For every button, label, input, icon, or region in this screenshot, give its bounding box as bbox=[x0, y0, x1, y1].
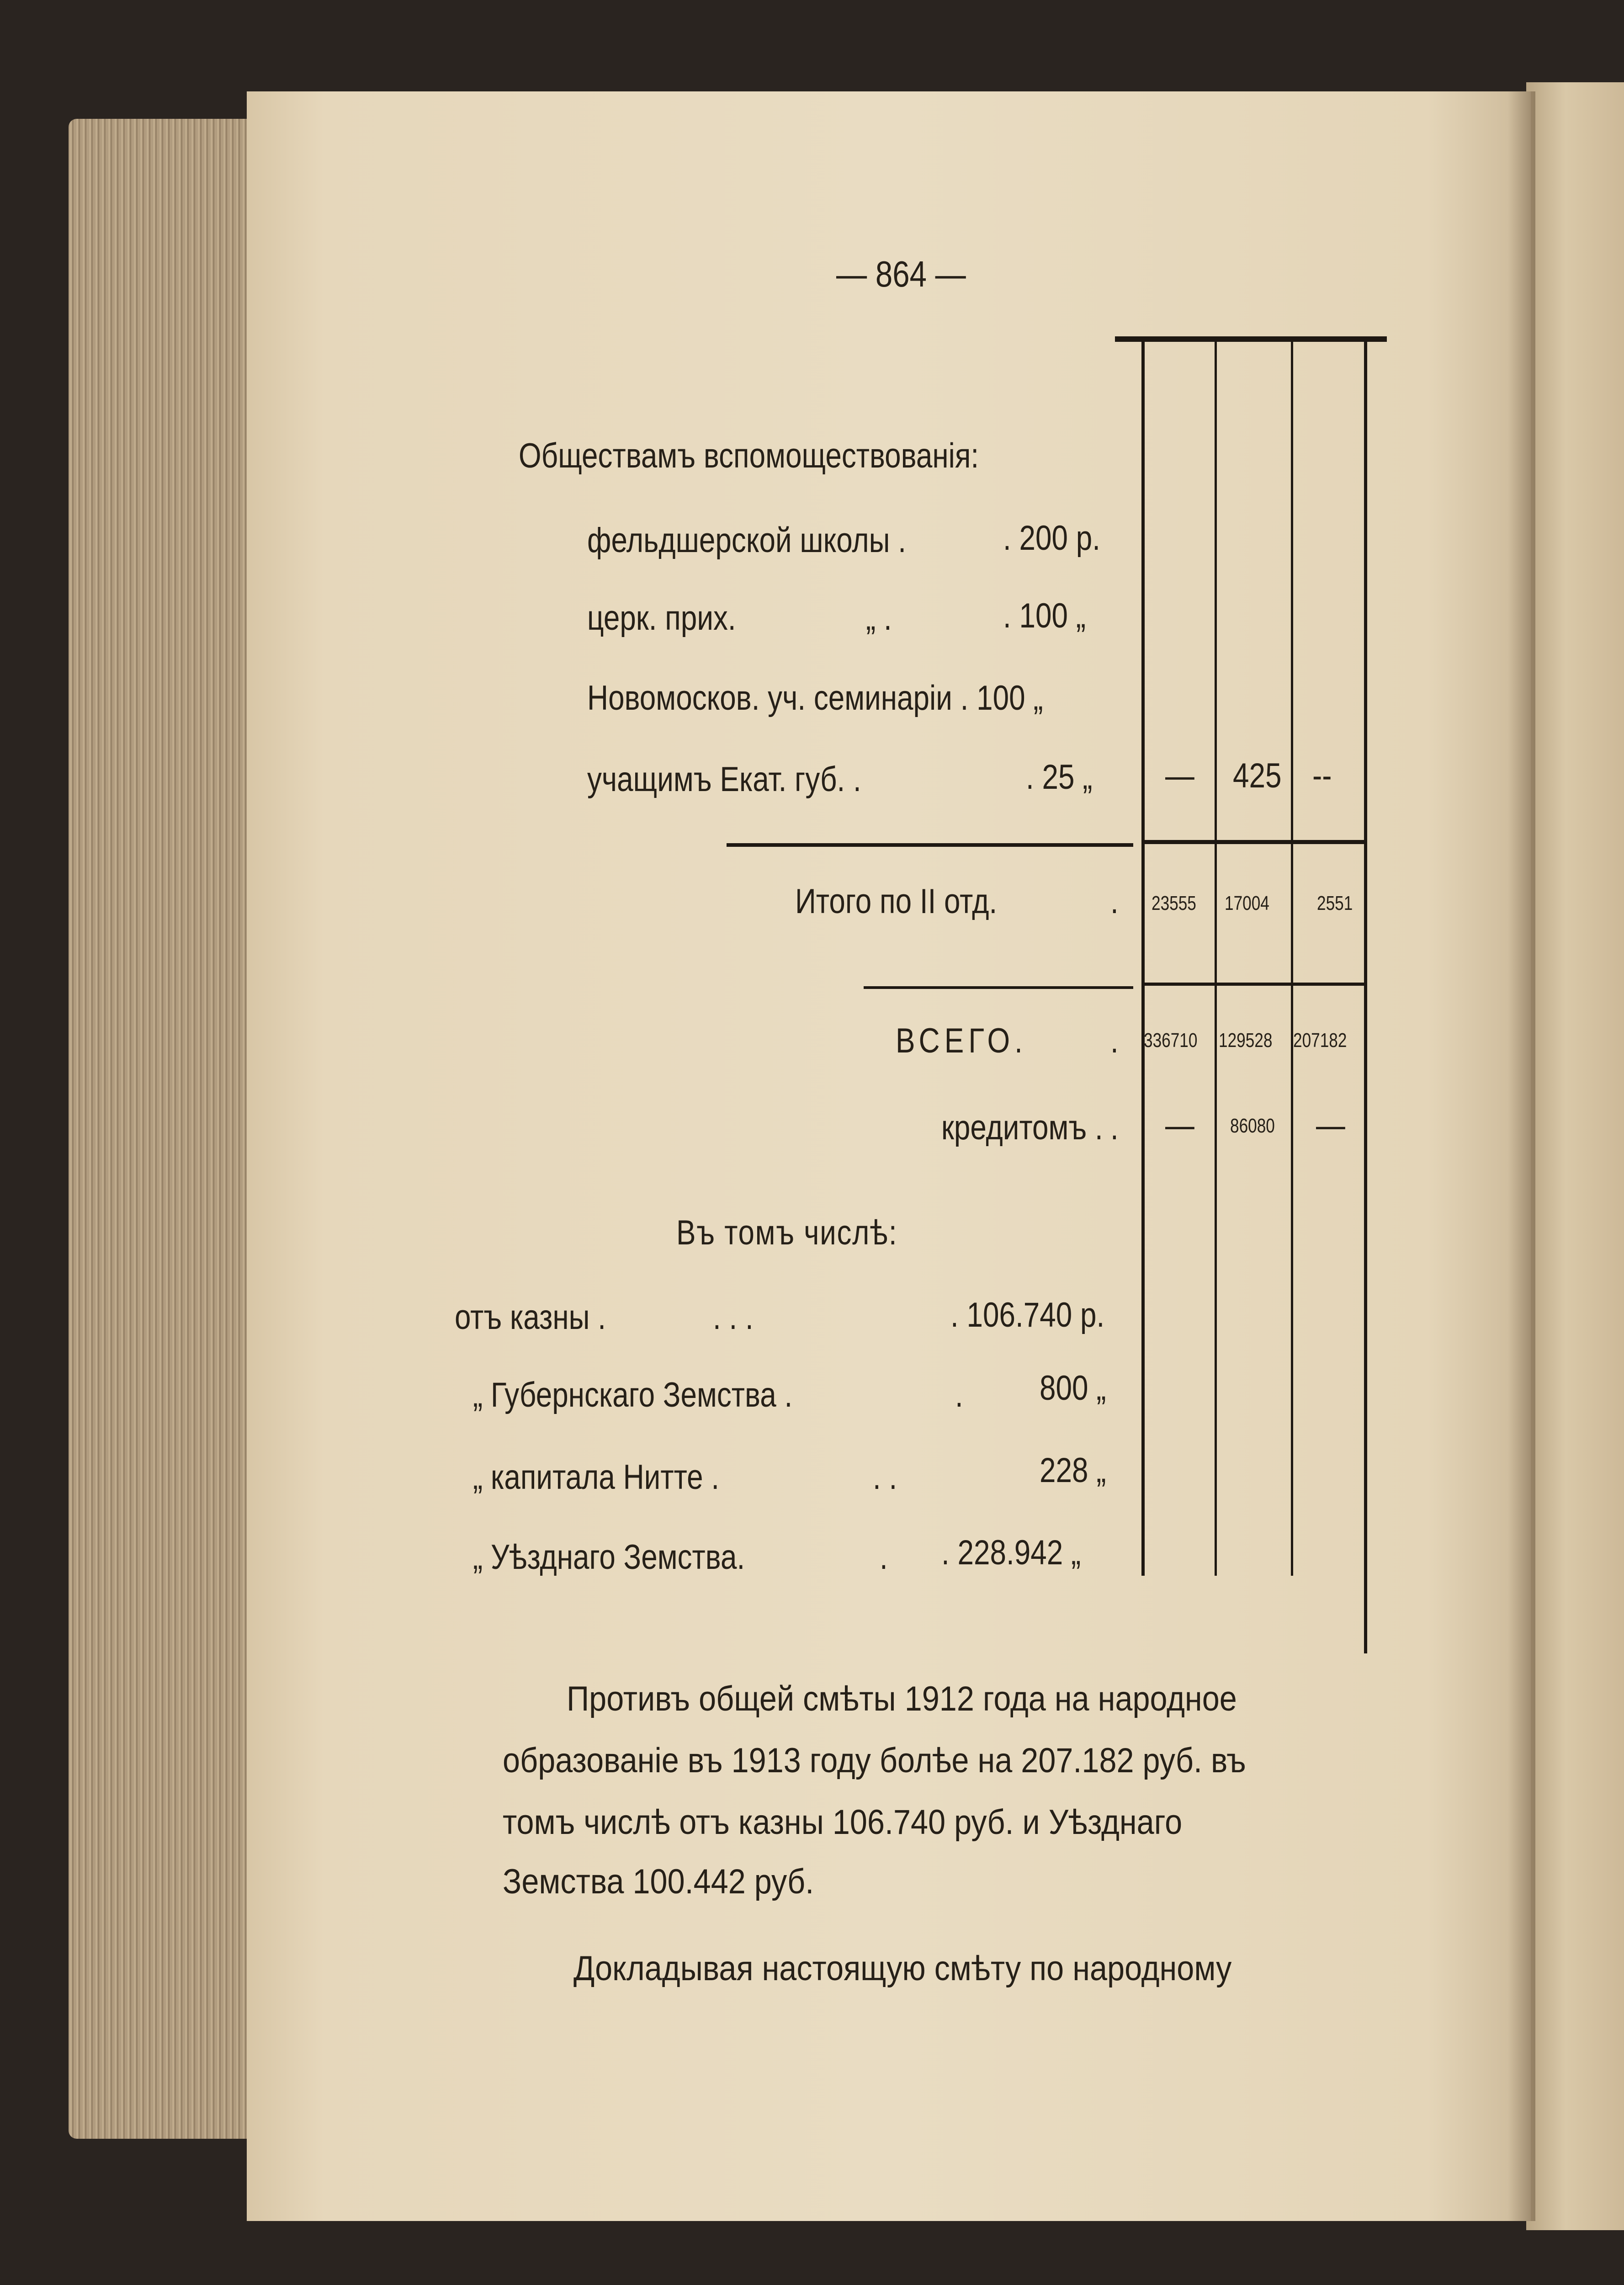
subsidy-name-3: Новомосков. уч. семинаріи . 100 „ bbox=[587, 679, 1043, 717]
subsidy-value-col3: -- bbox=[1312, 756, 1332, 795]
vsego-dot: . bbox=[1110, 1021, 1119, 1060]
vsego-value-col3: 207182 bbox=[1293, 1029, 1347, 1052]
subsidy-amount-1: . 200 р. bbox=[1003, 519, 1100, 558]
vsego-top-rule bbox=[864, 986, 1133, 989]
itogo-dot: . bbox=[1110, 882, 1119, 921]
subsidy-ditto-2: „ . bbox=[866, 599, 892, 638]
itogo-top-rule-cols bbox=[1145, 840, 1364, 844]
breakdown-dots-3: . . bbox=[873, 1458, 897, 1497]
paragraph-line-3: томъ числѣ отъ казны 106.740 руб. и Уѣзднаго bbox=[503, 1803, 1183, 1842]
subsidies-heading: Обществамъ вспомоществованія: bbox=[519, 436, 979, 475]
book-page-edges bbox=[69, 119, 260, 2139]
subsidy-name-1: фельдшерской школы . bbox=[587, 521, 906, 560]
subsidy-value-col1: — bbox=[1165, 756, 1194, 795]
paragraph-line-5: Докладывая настоящую смѣту по народному bbox=[573, 1949, 1232, 1988]
breakdown-dots-2: . bbox=[955, 1376, 963, 1414]
vsego-value-col2: 129528 bbox=[1219, 1029, 1273, 1052]
subsidy-amount-2: . 100 „ bbox=[1003, 596, 1086, 635]
itogo-value-col3: 2551 bbox=[1317, 892, 1353, 914]
table-top-rule bbox=[1115, 336, 1387, 342]
breakdown-label-3: „ капитала Нитте . bbox=[473, 1458, 720, 1497]
vsego-top-rule-cols bbox=[1145, 983, 1364, 986]
column-rule-4 bbox=[1364, 342, 1367, 1653]
paragraph-line-1: Противъ общей смѣты 1912 года на народное bbox=[567, 1679, 1237, 1718]
subsidy-name-4: учащимъ Екат. губ. . bbox=[587, 760, 861, 799]
breakdown-label-4: „ Уѣзднаго Земства. bbox=[473, 1538, 745, 1577]
subsidy-amount-4: . 25 „ bbox=[1026, 758, 1093, 797]
vsego-value-col1: 336710 bbox=[1144, 1029, 1198, 1052]
gutter-shadow bbox=[1508, 91, 1535, 2221]
breakdown-heading: Въ томъ числѣ: bbox=[676, 1213, 898, 1252]
breakdown-label-2: „ Губернскаго Земства . bbox=[473, 1376, 793, 1414]
breakdown-amount-2: 800 „ bbox=[1040, 1369, 1106, 1408]
itogo-value-col1: 23555 bbox=[1152, 892, 1196, 914]
credit-value-col1: — bbox=[1165, 1106, 1194, 1145]
column-rule-1 bbox=[1141, 342, 1145, 1576]
credit-dot: . bbox=[1110, 1108, 1119, 1147]
credit-label: кредитомъ . bbox=[941, 1108, 1103, 1147]
breakdown-amount-3: 228 „ bbox=[1040, 1451, 1106, 1490]
itogo-value-col2: 17004 bbox=[1225, 892, 1269, 914]
credit-value-col3: — bbox=[1316, 1106, 1345, 1145]
column-rule-2 bbox=[1215, 342, 1217, 1576]
breakdown-amount-1: . 106.740 р. bbox=[950, 1296, 1105, 1334]
vsego-label: ВСЕГО. bbox=[896, 1021, 1028, 1060]
breakdown-amount-4: . 228.942 „ bbox=[941, 1533, 1081, 1572]
breakdown-dots-4: . bbox=[880, 1538, 888, 1577]
paragraph-line-4: Земства 100.442 руб. bbox=[503, 1862, 814, 1901]
subsidy-value-col2: 425 bbox=[1233, 756, 1282, 795]
book-page bbox=[247, 91, 1531, 2221]
page-number: — 864 — bbox=[836, 254, 966, 294]
credit-value-col2: 86080 bbox=[1230, 1115, 1275, 1137]
column-rule-3 bbox=[1291, 342, 1293, 1576]
breakdown-label-1: отъ казны . bbox=[455, 1298, 606, 1337]
subsidy-name-2: церк. прих. bbox=[587, 599, 736, 638]
breakdown-dots-1: . . . bbox=[713, 1298, 754, 1337]
itogo-top-rule bbox=[727, 843, 1133, 847]
paragraph-line-2: образованіе въ 1913 году болѣе на 207.182 руб. въ bbox=[503, 1741, 1246, 1780]
facing-page bbox=[1526, 82, 1624, 2230]
itogo-label: Итого по II отд. bbox=[795, 882, 998, 921]
